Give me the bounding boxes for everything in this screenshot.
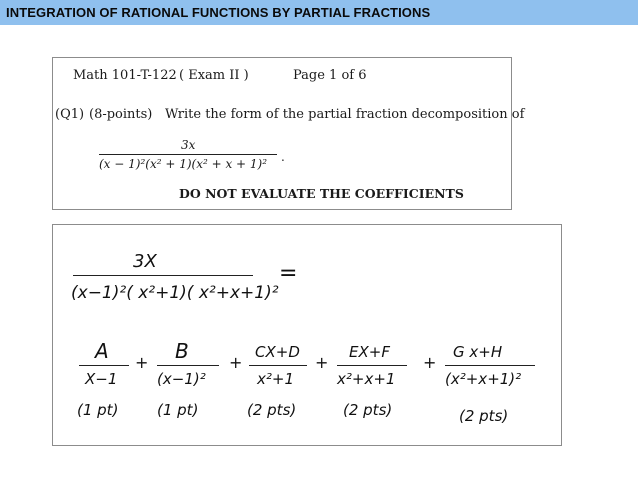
question-label: (Q1): [55, 107, 85, 122]
plus-sign-1: +: [135, 353, 149, 372]
equals-sign: =: [279, 261, 298, 286]
term-3-denominator: x²+1: [257, 370, 295, 388]
exam-question-panel: [52, 57, 525, 210]
plus-sign-3: +: [315, 353, 329, 372]
plus-sign-2: +: [229, 353, 243, 372]
term-5-denominator: (x²+x+1)²: [445, 370, 522, 388]
term-5-numerator: G x+H: [453, 343, 503, 361]
lhs-numerator: 3X: [133, 251, 157, 272]
exam-name: ( Exam II ): [179, 68, 249, 83]
term-2-denominator: (x−1)²: [157, 370, 206, 388]
fraction-denominator: (x − 1)²(x² + 1)(x² + x + 1)²: [99, 157, 268, 171]
fraction-period: .: [281, 150, 285, 164]
term-5-points: (2 pts): [459, 407, 509, 425]
term-3-points: (2 pts): [247, 401, 297, 419]
fraction-bar: [99, 154, 277, 155]
term-2-numerator: B: [175, 339, 189, 363]
term-1-denominator: X−1: [85, 370, 118, 388]
term-4-fraction-bar: [337, 365, 407, 366]
term-1-numerator: A: [95, 339, 109, 363]
page-number: Page 1 of 6: [293, 68, 367, 83]
instruction-text: DO NOT EVALUATE THE COEFFICIENTS: [179, 186, 464, 201]
term-5-fraction-bar: [445, 365, 535, 366]
lhs-denominator: (x−1)²( x²+1)( x²+x+1)²: [71, 283, 279, 303]
term-3-fraction-bar: [249, 365, 307, 366]
term-4-numerator: EX+F: [349, 343, 390, 361]
term-3-numerator: CX+D: [255, 343, 300, 361]
course-code: Math 101-T-122: [73, 68, 177, 83]
term-1-points: (1 pt): [77, 401, 119, 419]
term-4-points: (2 pts): [343, 401, 393, 419]
plus-sign-4: +: [423, 353, 437, 372]
term-2-points: (1 pt): [157, 401, 199, 419]
term-1-fraction-bar: [79, 365, 129, 366]
lhs-fraction-bar: [73, 275, 253, 276]
question-prompt: Write the form of the partial fraction decomposition of: [165, 107, 525, 122]
question-points: (8-points): [89, 107, 153, 122]
title-bar: [0, 0, 638, 25]
slide-title: INTEGRATION OF RATIONAL FUNCTIONS BY PARTIAL FRACTIONS: [6, 5, 431, 20]
handwritten-solution-panel: [52, 224, 562, 446]
fraction-numerator: 3x: [181, 138, 196, 152]
term-4-denominator: x²+x+1: [337, 370, 396, 388]
term-2-fraction-bar: [157, 365, 219, 366]
